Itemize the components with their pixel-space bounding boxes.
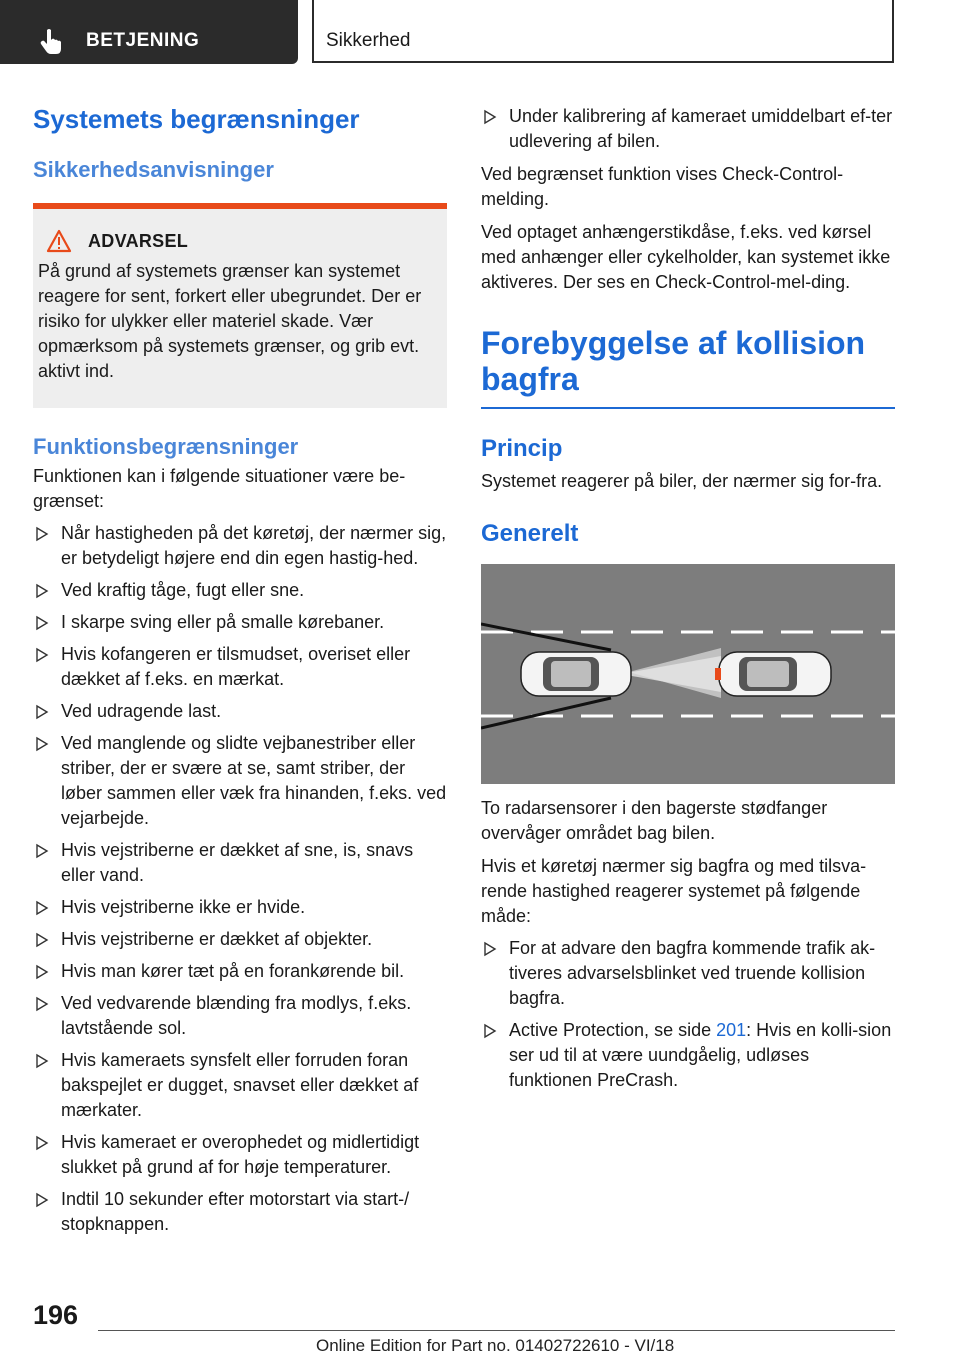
safety-subtitle: Sikkerhedsanvisninger	[33, 157, 274, 182]
triangle-bullet-icon	[35, 994, 49, 1014]
triangle-bullet-icon	[35, 930, 49, 950]
warning-title	[38, 229, 435, 253]
continued-list	[481, 104, 895, 154]
section-rule	[481, 407, 895, 409]
chapter-tab	[312, 0, 894, 63]
list-item: Indtil 10 sekunder efter motorstart via start-/ stopknappen.	[33, 1187, 447, 1237]
right-column	[481, 104, 895, 1093]
triangle-bullet-icon	[35, 702, 49, 722]
warning-triangle-icon	[46, 229, 72, 253]
list-item: Hvis vejstriberne ikke er hvide.	[33, 895, 447, 920]
triangle-bullet-icon	[35, 734, 49, 754]
road-diagram	[481, 564, 895, 784]
triangle-bullet-icon	[483, 1021, 497, 1041]
section-label: BETJENING	[86, 30, 200, 51]
triangle-bullet-icon	[35, 962, 49, 982]
triangle-bullet-icon	[35, 898, 49, 918]
limits-heading: Funktionsbegrænsninger	[33, 434, 299, 459]
general-heading: Generelt	[481, 520, 579, 547]
principle-heading: Princip	[481, 435, 563, 462]
triangle-bullet-icon	[35, 1190, 49, 1210]
reaction-list	[481, 936, 895, 1093]
triangle-bullet-icon	[35, 581, 49, 601]
edition-note: Online Edition for Part no. 01402722610 - VI/18	[316, 1336, 675, 1355]
warning-label: ADVARSEL	[88, 230, 189, 251]
list-item: Ved kraftig tåge, fugt eller sne.	[33, 578, 447, 603]
hand-icon	[38, 27, 66, 55]
list-item: Hvis vejstriberne er dækket af objekter.	[33, 927, 447, 952]
triangle-bullet-icon	[483, 939, 497, 959]
car-icon	[715, 652, 831, 696]
page-header	[0, 0, 960, 66]
list-item: Active Protection, se side 201: Hvis en kolli-sion ser ud til at være uundgåelig, udløses funktionen PreCrash.	[481, 1018, 895, 1093]
car-icon	[521, 652, 631, 696]
triangle-bullet-icon	[35, 1051, 49, 1071]
limits-list	[33, 521, 447, 1237]
general-text-2: Hvis et køretøj nærmer sig bagfra og med tilsva-rende hastighed reagerer systemet på følgende måde:	[481, 856, 867, 926]
page-number: 196	[33, 1300, 79, 1330]
triangle-bullet-icon	[35, 524, 49, 544]
list-item: Ved vedvarende blænding fra modlys, f.eks. lavtstående sol.	[33, 991, 447, 1041]
list-item: Hvis kameraets synsfelt eller forruden foran bakspejlet er dugget, snavset eller dækket af mærkater.	[33, 1048, 447, 1123]
list-item: Ved udragende last.	[33, 699, 447, 724]
triangle-bullet-icon	[35, 613, 49, 633]
section-tab	[0, 0, 298, 64]
page-link[interactable]: 201	[716, 1020, 747, 1040]
list-item: Hvis kofangeren er tilsmudset, overiset eller dækket af f.eks. en mærkat.	[33, 642, 447, 692]
list-item: Hvis man kører tæt på en forankørende bil.	[33, 959, 447, 984]
rear-collision-illustration	[481, 564, 895, 784]
list-item: Når hastigheden på det køretøj, der nærmer sig, er betydeligt højere end din egen hastig-hed.	[33, 521, 447, 571]
page-title: Systemets begrænsninger	[33, 104, 360, 134]
list-item: I skarpe sving eller på smalle kørebaner.	[33, 610, 447, 635]
footer-rule	[98, 1330, 895, 1331]
section-title: Forebyggelse af kollision bagfra	[481, 325, 866, 397]
triangle-bullet-icon	[483, 107, 497, 127]
triangle-bullet-icon	[35, 645, 49, 665]
chapter-label: Sikkerhed	[326, 30, 411, 51]
principle-text: Systemet reagerer på biler, der nærmer sig for-fra.	[481, 471, 883, 491]
limits-intro: Funktionen kan i følgende situationer være be-grænset:	[33, 466, 406, 511]
warning-box	[33, 203, 447, 408]
list-item: Under kalibrering af kameraet umiddelbart ef-ter udlevering af bilen.	[481, 104, 895, 154]
triangle-bullet-icon	[35, 1133, 49, 1153]
triangle-bullet-icon	[35, 841, 49, 861]
trailer-paragraph: Ved optaget anhængerstikdåse, f.eks. ved kørsel med anhænger eller cykelholder, kan systemet ikke aktiveres. Der ses en Check-Control-mel-ding.	[481, 222, 891, 292]
list-item: Hvis vejstriberne er dækket af sne, is, snavs eller vand.	[33, 838, 447, 888]
warning-text: På grund af systemets grænser kan systemet reagere for sent, forkert eller ubegrundet. Der er risiko for ulykker eller materiel skade. Vær opmærksom på systemets grænser, og grib evt. aktivt ind.	[38, 261, 422, 381]
left-column	[33, 100, 447, 1237]
list-item: Hvis kameraet er overophedet og midlertidigt slukket på grund af for høje temperaturer.	[33, 1130, 447, 1180]
check-control-paragraph: Ved begrænset funktion vises Check-Control-melding.	[481, 164, 844, 209]
list-item: For at advare den bagfra kommende trafik ak-tiveres advarselsblinket ved truende kollision bagfra.	[481, 936, 895, 1011]
general-text-1: To radarsensorer i den bagerste stødfanger overvåger området bag bilen.	[481, 798, 828, 843]
list-item: Ved manglende og slidte vejbanestriber eller striber, der er svære at se, samt striber, der løber sammen eller væk fra hinanden, f.eks. ved vejarbejde.	[33, 731, 447, 831]
